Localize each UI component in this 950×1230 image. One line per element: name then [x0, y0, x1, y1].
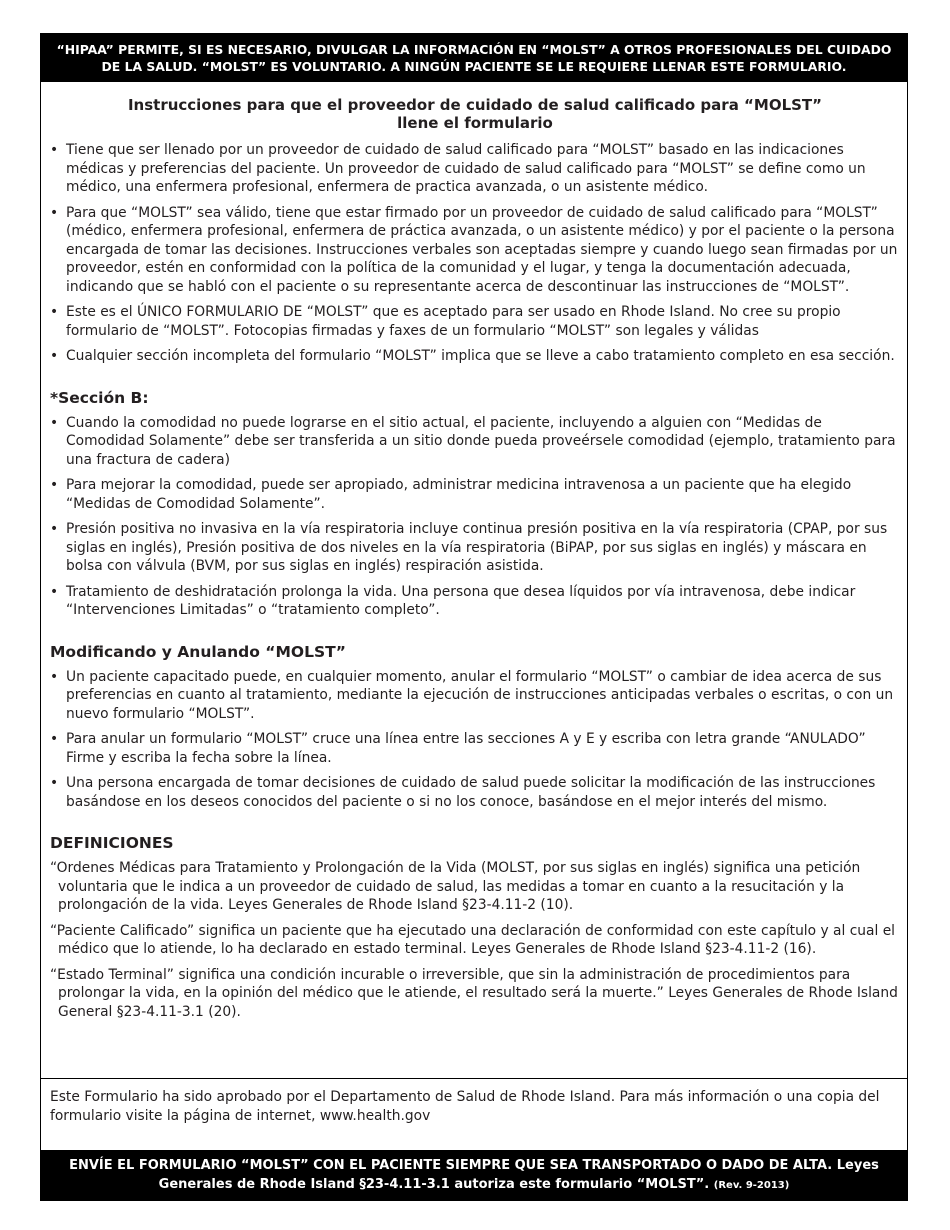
- revision-label: (Rev. 9-2013): [713, 1179, 790, 1191]
- definitions-list: [50, 859, 900, 1021]
- list-item: • Cuando la comodidad no puede lograrse en el sitio actual, el paciente, incluyendo a alguien con “Medidas de Comodidad Solamente” debe ser transferida a un sitio donde pueda proveérsele comodidad (ejemplo, tratamiento para una fractura de cadera): [50, 414, 900, 470]
- section-b-heading: *Sección B:: [50, 388, 149, 407]
- list-item: • Tiene que ser llenado por un proveedor de cuidado de salud calificado para “MOLST” basado en las indicaciones médicas y preferencias del paciente. Un proveedor de cuidado de salud calificado para “MOLST” se define como un médico, una enfermera profesional, enfermera de practica avanzada, o un asistente médico.: [50, 141, 900, 197]
- list-item: • Tratamiento de deshidratación prolonga la vida. Una persona que desea líquidos por vía intravenosa, debe indicar “Intervenciones Limitadas” o “tratamiento completo”.: [50, 583, 900, 620]
- hipaa-banner: [41, 34, 907, 82]
- hipaa-banner-line1: “HIPAA” PERMITE, SI ES NECESARIO, DIVULGAR LA INFORMACIÓN EN “MOLST” A OTROS PROFESIONALES DEL CUIDADO: [56, 42, 892, 57]
- footer-banner-line2-text: Generales de Rhode Island §23-4.11-3.1 autoriza este formulario “MOLST”.: [158, 1176, 710, 1192]
- definition-item: “Paciente Calificado” significa un paciente que ha ejecutado una declaración de conformidad con este capítulo y al cual el médico que lo atiende, lo ha declarado en estado terminal. Leyes Generales de Rhode Island §23-4.11-2 (16).: [50, 922, 896, 957]
- section-b-list: [50, 414, 900, 620]
- definition-item: “Estado Terminal” significa una condición incurable o irreversible, que sin la administración de procedimientos para prolongar la vida, en la opinión del médico que le atiende, el resultado será la muerte.” Leyes Generales de Rhode Island General §23-4.11-3.1 (20).: [50, 966, 898, 1020]
- instructions-title: [50, 96, 900, 132]
- instructions-title-line1: Instrucciones para que el proveedor de cuidado de salud calificado para “MOLST”: [127, 96, 823, 114]
- footer-banner-line1: ENVÍE EL FORMULARIO “MOLST” CON EL PACIENTE SIEMPRE QUE SEA TRANSPORTADO O DADO DE ALTA. Leyes: [69, 1157, 879, 1173]
- list-item: • Para mejorar la comodidad, puede ser apropiado, administrar medicina intravenosa a un paciente que ha elegido “Medidas de Comodidad Solamente”.: [50, 476, 900, 513]
- list-item: • Una persona encargada de tomar decisiones de cuidado de salud puede solicitar la modificación de las instrucciones basándose en los deseos conocidos del paciente o si no los conoce, basándose en el mejor interés del mismo.: [50, 774, 900, 811]
- form-frame: [40, 33, 908, 1201]
- list-item: • Cualquier sección incompleta del formulario “MOLST” implica que se lleve a cabo tratamiento completo en esa sección.: [50, 347, 900, 366]
- footer-banner: [41, 1150, 907, 1200]
- list-item: • Este es el ÚNICO FORMULARIO DE “MOLST” que es aceptado para ser usado en Rhode Island. No cree su propio formulario de “MOLST”. Fotocopias firmadas y faxes de un formulario “MOLST” son legales y válidas: [50, 303, 900, 340]
- footer-banner-line2: [159, 1175, 790, 1195]
- definitions-heading: DEFINICIONES: [50, 834, 174, 852]
- footer-divider: [41, 1078, 907, 1079]
- instructions-list: [50, 141, 900, 366]
- definition-item: “Ordenes Médicas para Tratamiento y Prolongación de la Vida (MOLST, por sus siglas en inglés) significa una petición voluntaria que le indica a un proveedor de cuidado de salud, las medidas a tomar en cuanto a la resucitación y la prolongación de la vida. Leyes Generales de Rhode Island §23-4.11-2 (10).: [50, 860, 861, 913]
- modifying-heading: Modificando y Anulando “MOLST”: [50, 642, 346, 661]
- hipaa-banner-line2: DE LA SALUD. “MOLST” ES VOLUNTARIO. A NINGÚN PACIENTE SE LE REQUIERE LLENAR ESTE FORMULARIO.: [101, 59, 847, 74]
- instructions-title-line2: llene el formulario: [397, 114, 553, 132]
- list-item: • Un paciente capacitado puede, en cualquier momento, anular el formulario “MOLST” o cambiar de idea acerca de sus preferencias en cuanto al tratamiento, mediante la ejecución de instrucciones anticipadas verbales o escritas, o con un nuevo formulario “MOLST”.: [50, 668, 900, 724]
- form-content: [50, 94, 900, 1028]
- list-item: • Para anular un formulario “MOLST” cruce una línea entre las secciones A y E y escriba con letra grande “ANULADO” Firme y escriba la fecha sobre la línea.: [50, 730, 900, 767]
- approval-text: Este Formulario ha sido aprobado por el Departamento de Salud de Rhode Island. Para más información o una copia del formulario visite la página de internet, www.health.gov: [50, 1089, 880, 1124]
- list-item: • Presión positiva no invasiva en la vía respiratoria incluye continua presión positiva en la vía respiratoria (CPAP, por sus siglas en inglés), Presión positiva de dos niveles en la vía respiratoria (BiPAP, por sus siglas en inglés) y máscara en bolsa con válvula (BVM, por sus siglas en inglés) respiración asistida.: [50, 520, 900, 576]
- modifying-list: [50, 668, 900, 812]
- list-item: • Para que “MOLST” sea válido, tiene que estar firmado por un proveedor de cuidado de salud calificado para “MOLST” (médico, enfermera profesional, enfermera de práctica avanzada, o un asistente médico) y por el paciente o la persona encargada de tomar las decisiones. Instrucciones verbales son aceptadas siempre y cuando luego sean firmadas por un proveedor, estén en conformidad con la política de la comunidad y el lugar, y tenga la documentación adecuada, indicando que se habló con el paciente o su representante acerca de descontinuar las instrucciones de “MOLST”.: [50, 204, 900, 297]
